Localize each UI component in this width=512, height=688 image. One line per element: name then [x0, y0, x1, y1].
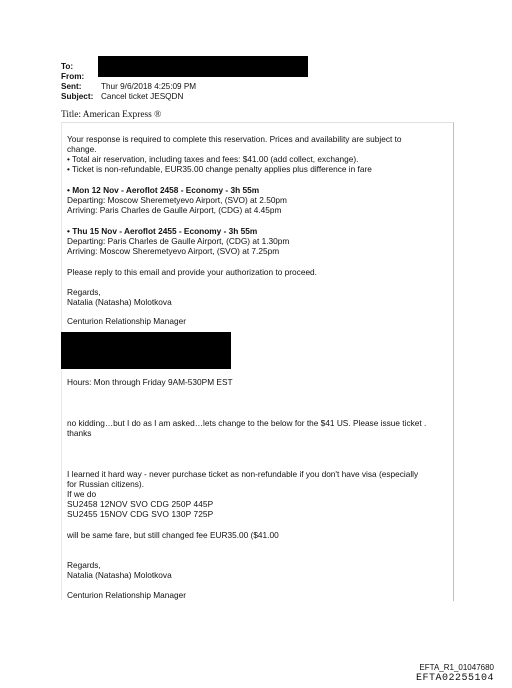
learned-line-1: I learned it hard way - never purchase ticket as non-refundable if you don't have visa (especially	[67, 469, 419, 479]
segment-2: SU2455 15NOV CDG SVO 130P 725P	[67, 509, 214, 519]
sent-row	[61, 82, 196, 93]
from-label: From:	[61, 72, 85, 81]
regards-1: Regards,	[67, 287, 101, 297]
bullet-nonrefundable: • Ticket is non-refundable, EUR35.00 change penalty applies plus difference in fare	[67, 164, 372, 174]
reply-line-1: no kidding…but I do as I am asked…lets change to the below for the $41 US. Please issue ticket .	[67, 418, 427, 428]
same-fare-note: will be same fare, but still changed fee EUR35.00 ($41.00	[67, 530, 279, 540]
signature-role-2: Centurion Relationship Manager	[67, 590, 186, 600]
redaction-body	[61, 332, 231, 369]
bates-reference-2: EFTA02255104	[415, 673, 494, 684]
reply-line-2: thanks	[67, 428, 92, 438]
learned-line-2: for Russian citizens).	[67, 479, 145, 489]
signature-name-1: Natalia (Natasha) Molotkova	[67, 297, 172, 307]
signature-name-2: Natalia (Natasha) Molotkova	[67, 570, 172, 580]
flight-2-departing: Departing: Paris Charles de Gaulle Airport, (CDG) at 1.30pm	[67, 236, 290, 246]
segment-1: SU2458 12NOV SVO CDG 250P 445P	[67, 499, 214, 509]
redaction-header	[98, 56, 308, 77]
office-hours: Hours: Mon through Friday 9AM-530PM EST	[67, 377, 233, 387]
flight-2-heading: • Thu 15 Nov - Aeroflot 2455 - Economy - 3h 55m	[67, 226, 258, 236]
if-we-do: If we do	[67, 489, 97, 499]
to-row	[61, 62, 101, 73]
flight-1-departing: Departing: Moscow Sheremetyevo Airport, (SVO) at 2.50pm	[67, 195, 287, 205]
intro-line-1: Your response is required to complete this reservation. Prices and availability are subject to	[67, 134, 402, 144]
flight-1-heading: • Mon 12 Nov - Aeroflot 2458 - Economy - 3h 55m	[67, 185, 260, 195]
reply-request: Please reply to this email and provide your authorization to proceed.	[67, 267, 317, 277]
sent-value: Thur 9/6/2018 4:25:09 PM	[101, 82, 197, 91]
to-label: To:	[61, 62, 74, 71]
sent-label: Sent:	[61, 82, 82, 91]
signature-role-1: Centurion Relationship Manager	[67, 316, 186, 326]
subject-row	[61, 92, 183, 103]
document-title: Title: American Express ®	[61, 110, 162, 120]
flight-1-arriving: Arriving: Paris Charles de Gaulle Airport, (CDG) at 4.45pm	[67, 205, 282, 215]
regards-2: Regards,	[67, 560, 101, 570]
intro-line-2: change.	[67, 144, 97, 154]
flight-2-arriving: Arriving: Moscow Sheremetyevo Airport, (SVO) at 7.25pm	[67, 246, 280, 256]
subject-label: Subject:	[61, 92, 94, 101]
bullet-total: • Total air reservation, including taxes and fees: $41.00 (add collect, exchange).	[67, 154, 359, 164]
bates-reference-1: EFTA_R1_01047680	[419, 663, 494, 672]
subject-value: Cancel ticket JESQDN	[101, 92, 184, 101]
from-row	[61, 72, 101, 83]
